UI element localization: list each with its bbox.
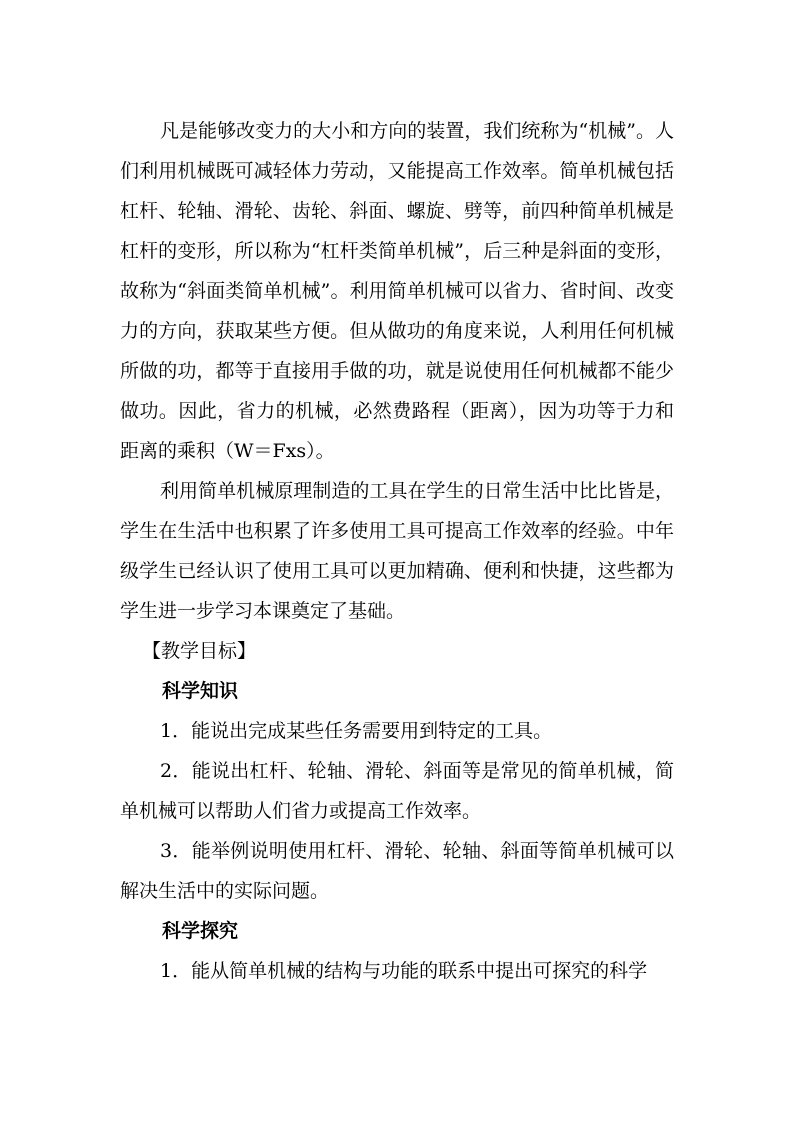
subheading-science-inquiry: 科学探究	[162, 920, 239, 942]
inquiry-item-1: 1．能从简单机械的结构与功能的联系中提出可探究的科学	[160, 960, 648, 982]
subheading-science-knowledge: 科学知识	[162, 680, 239, 702]
knowledge-item-3: 3．能举例说明使用杠杆、滑轮、轮轴、斜面等简单机械可以解决生活中的实际问题。	[120, 840, 674, 902]
intro-paragraph-machines: 凡是能够改变力的大小和方向的装置，我们统称为“机械”。人们利用机械既可减轻体力劳动，又能提高工作效率。简单机械包括杠杆、轮轴、滑轮、齿轮、斜面、螺旋、劈等，前四种简单机械是杠杆的变形，所以称为“杠杆类简单机械”，后三种是斜面的变形，故称为“斜面类简单机械”。利用简单机械可以省力、省时间、改变力的方向，获取某些方便。但从做功的角度来说，人利用任何机械所做的功，都等于直接用手做的功，就是说使用任何机械都不能少做功。因此，省力的机械，必然费路程（距离），因为功等于力和距离的乘积（W＝Fxs）。	[120, 120, 674, 462]
intro-paragraph-student-experience: 利用简单机械原理制造的工具在学生的日常生活中比比皆是，学生在生活中也积累了许多使用工具可提高工作效率的经验。中年级学生已经认识了使用工具可以更加精确、便利和快捷，这些都为学生进一步学习本课奠定了基础。	[120, 480, 674, 622]
section-heading-teaching-objectives: 【教学目标】	[142, 640, 257, 662]
knowledge-item-1: 1．能说出完成某些任务需要用到特定的工具。	[160, 720, 553, 742]
knowledge-item-2: 2．能说出杠杆、轮轴、滑轮、斜面等是常见的简单机械，简单机械可以帮助人们省力或提高工作效率。	[120, 760, 674, 822]
